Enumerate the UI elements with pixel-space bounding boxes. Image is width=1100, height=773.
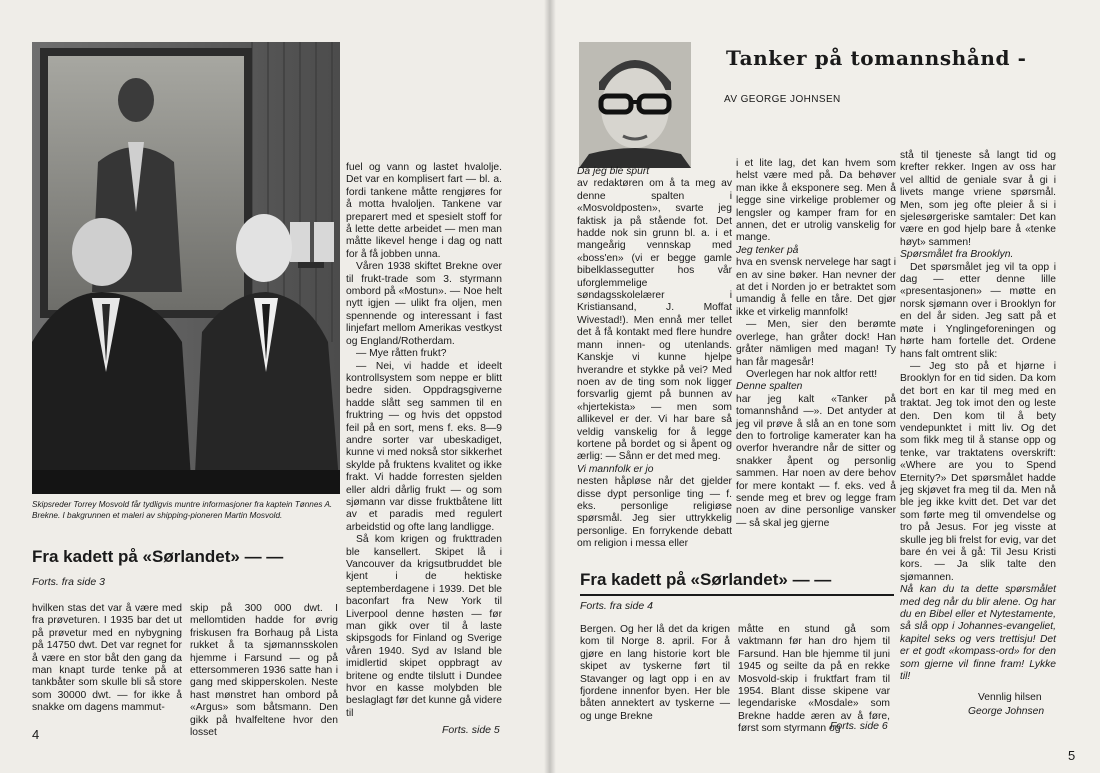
paragraph: nesten håpløse når det gjelder disse dypt personlige ting — f. eks. personlige religiøse spørsmål. Jeg sier uttrykkelig personlige. En forrykende debatt om religion i messa eller: [577, 476, 732, 550]
paragraph: Overlegen har nok altfor rett!: [746, 368, 878, 380]
paragraph: hva en svensk nervelege har sagt i en av sine bøker. Han nevner der at det i Norden jo er betraktet som umandig å felle en tåre. Det gjør ikke et virkelig mannfolk!: [736, 257, 896, 318]
photo-illustration: [32, 42, 340, 494]
article-column: [577, 166, 732, 551]
article-column: skip på 300 000 dwt. I mellomtiden hadde for øvrig friskusen fra Borhaug på Lista rukket å ta sjømannsskolen hjemme i Farsund — og på ettersommeren 1936 satte han i gang med skipperskolen. Neste hast mønstret han ombord på «Argus» som båtsmann. Den gikk på hvalfeltene hvor den losset: [190, 603, 338, 739]
page-number: 5: [1068, 748, 1076, 763]
article-column: [736, 158, 896, 530]
paragraph: Det spørsmålet jeg vil ta opp i dag — etter denne lille «presentasjonen» — møtte en norsk sjømann over i Brooklyn for en del år siden. Jeg satt på et møte i Ynglingeforeningen og hørte ham fortelle det. Ordene hans falt omtrent slik:: [900, 261, 1056, 360]
subheading: Jeg tenker på: [736, 244, 799, 256]
article-heading: Fra kadett på «Sørlandet» — —: [580, 570, 832, 589]
paragraph: Så kom krigen og frukttraden ble kansellert. Skipet lå i Vancouver da krigsutbruddet ble kjent i de hektiske septemberdagene i 1939. Det ble baconfart fra New York til Liverpool denne høsten — før man gikk over til å laste skipsgods for Finland og Sverige våren 1940. Syd av Island ble imidlertid skipet oppbragt av britene og endte tilslutt i Dundee hvor en kasse molybden ble beslaglagt før det kunne gå videre til: [346, 534, 502, 719]
page-right: [550, 0, 1100, 773]
author-portrait: [579, 42, 691, 168]
continued-note: Forts. side 5: [442, 724, 500, 736]
paragraph: fuel og vann og lastet hvalolje. Det var en komplisert fart — bl. a. fordi tankene måtte rengjøres for å motta hvaloljen. Tankene var preparert med et spesielt stoff for å lette dette arbeidet — men man måtte likevel henge i dag og natt for å få jobben unna.: [346, 162, 502, 260]
page-gutter: [544, 0, 556, 773]
byline: AV GEORGE JOHNSEN: [724, 94, 841, 105]
continued-from-note: Forts. fra side 4: [580, 600, 653, 612]
subheading: Nå kan du ta dette spørsmålet med deg når du blir alene. Og har du en Bibel eller et Nytestamente, så slå opp i Johannes-evangeliet, kapitel seks og vers trettisju! Det er et godt «kompass-ord» for den som gjerne vil finne fram! Lykke til!: [900, 584, 1056, 683]
article-column: måtte en stund gå som vaktmann før han dro hjem til Farsund. Han ble hjemme til juni 1945 og seilte da på en rekke Mosvold-skip i fruktfart fram til 1954. Blant disse skipene var legendariske «Mosdale» som Brekne hadde æren av å føre, først som styrmann og: [738, 624, 890, 735]
heading-rule: [580, 594, 894, 596]
subheading: Spørsmålet fra Brooklyn.: [900, 249, 1014, 261]
article-column: hvilken stas det var å være med fra prøveturen. I 1935 bar det ut på prøvetur med en nybygning på 14750 dwt. Det var regnet for å være en stor båt den gang da man knapt turde tenke på at tankbåter som skulle bli så store som 30000 dwt. — for ikke å snakke om dagens mammut-: [32, 603, 182, 714]
signoff-name: George Johnsen: [968, 706, 1045, 717]
paragraph: — Men, sier den berømte overlege, han gråter dock! Han gråter nämligen med magan! Ty han får magesår!: [736, 319, 896, 368]
article-heading: Fra kadett på «Sørlandet» — —: [32, 547, 284, 566]
photo-shipowner-and-captain: [32, 42, 340, 494]
paragraph: av redaktøren om å ta meg av denne spalten i «Mosvoldposten», svarte jeg faktisk ja på stående fot. Det hadde nok sin grunn bl. a. i et mangeårig vennskap med «boss'en» (vi er begge gamle bibelklassegutter hos vår uforglemmelige søndagsskolelærer i Kristiansand, J. Moffat Wivestad!). Men ennå mer tellet det å få kontakt med flere hundre mann innen- og utenlands. Kanskje vi kunne hjelpe hverandre et stykke på vei? Med noen av de ting som nok ligger forsvarlig gjemt på bunnen av «hjertekista» — men som allikevel er der. Vi har bare så veldig vanskelig for å legge kortene på bordet og si åpent og ærlig: — Sånn er det med meg.: [577, 178, 732, 463]
subheading: Vi mannfolk er jo: [577, 463, 654, 475]
paragraph: Våren 1938 skiftet Brekne over til frukt-trade som 3. styrmann ombord på «Mostun». — Noe helt nytt igjen — ulikt fra oljen, men spennende og interessant i fast linjefart mellom Amerikas vestkyst og England/Rotherdam.: [346, 261, 502, 347]
page-number: 4: [32, 727, 40, 742]
subheading: Da jeg ble spurt: [577, 166, 650, 177]
paragraph: — Mye råtten frukt?: [356, 348, 447, 360]
continued-from-note: Forts. fra side 3: [32, 576, 105, 588]
subheading: Denne spalten: [736, 381, 803, 393]
paragraph: — Jeg sto på et hjørne i Brooklyn for en tid siden. Da kom det bort en kar til meg med en traktat. Jeg tok imot den og leste den. Den kom til å bety vendepunktet i mitt liv. Og det som fikk meg til å stanse opp og tenke, var traktatens overskrift: «Where are you to Spend Eternity?» Det spørsmålet hadde jeg skjøvet fra meg til da. Men nå ble jeg ikke kvitt det. Det var det som førte meg til omvendelse og tro på Jesus. For jeg visste at skulle jeg bli frelst for evig, var det bare én vei å gå: Til Jesu Kristi kors. — Ja slik talte den sjømannen.: [900, 360, 1056, 583]
paragraph: har jeg kalt «Tanker på tomannshånd —». Det antyder at jeg vil prøve å slå an en tone som den to fortrolige kamerater kan ha overfor hverandre når de sitter og snakker åpent og personlig sammen. Har noen av dere behov for mere kontakt — f. eks. ved å sende meg et brev og legge fram noen av dine personlige vansker — så skal jeg gjerne: [736, 393, 896, 529]
photo-caption: Skipsreder Torrey Mosvold får tydligvis muntre informasjoner fra kaptein Tønnes A. Brekne. I bakgrunnen et maleri av shipping-pioneren Martin Mosvold.: [32, 500, 333, 520]
article-column: [346, 162, 502, 720]
paragraph: i et lite lag, det kan hvem som helst være med på. Da behøver man ikke å eksponere seg. Men å legge sine virkelige problemer og lengsler og kamper fram for en annen, det er utrolig vanskelig for mange.: [736, 158, 896, 244]
portrait-illustration: [579, 42, 691, 168]
article-column: Bergen. Og her lå det da krigen kom til Norge 8. april. For å gjøre en lang historie kort ble skipet av tyskerne ført til Stavanger og lagt opp i en av fjordene innenfor byen. Her ble båten annektert av tyskerne — og unge Brekne: [580, 624, 730, 722]
signoff-greeting: Vennlig hilsen: [978, 692, 1042, 703]
paragraph: stå til tjeneste så langt tid og krefter rekker. Ingen av oss har vel alltid de geniale svar å gi i livets mange vriene spørsmål. Men, som jeg ofte pleier å si i sjelesørgeriske samtaler: Det kan være en god hjelp bare å «tenke høyt» sammen!: [900, 150, 1056, 248]
continued-note: Forts. side 6: [830, 720, 888, 732]
article-column: [900, 150, 1056, 683]
column-title: Tanker på tomannshånd -: [726, 46, 1027, 70]
paragraph: — Nei, vi hadde et ideelt kontrollsystem som neppe er blitt bedre siden. Oppdragsgiverne hadde slått seg sammen til en fruktring — og hvis det oppstod feil på en sort, mens f. eks. 8—9 andre sorter var ubeskadiget, kunne vi med nokså stor sikkerhet skylde på fruktens kvalitet og ikke frakt. Vi hadde forresten sjelden eller aldri dårlig frukt — og som sjømann var disse fruktbåtene litt av et paradis med regulert arbeidstid og ofte lang landligge.: [346, 360, 502, 533]
